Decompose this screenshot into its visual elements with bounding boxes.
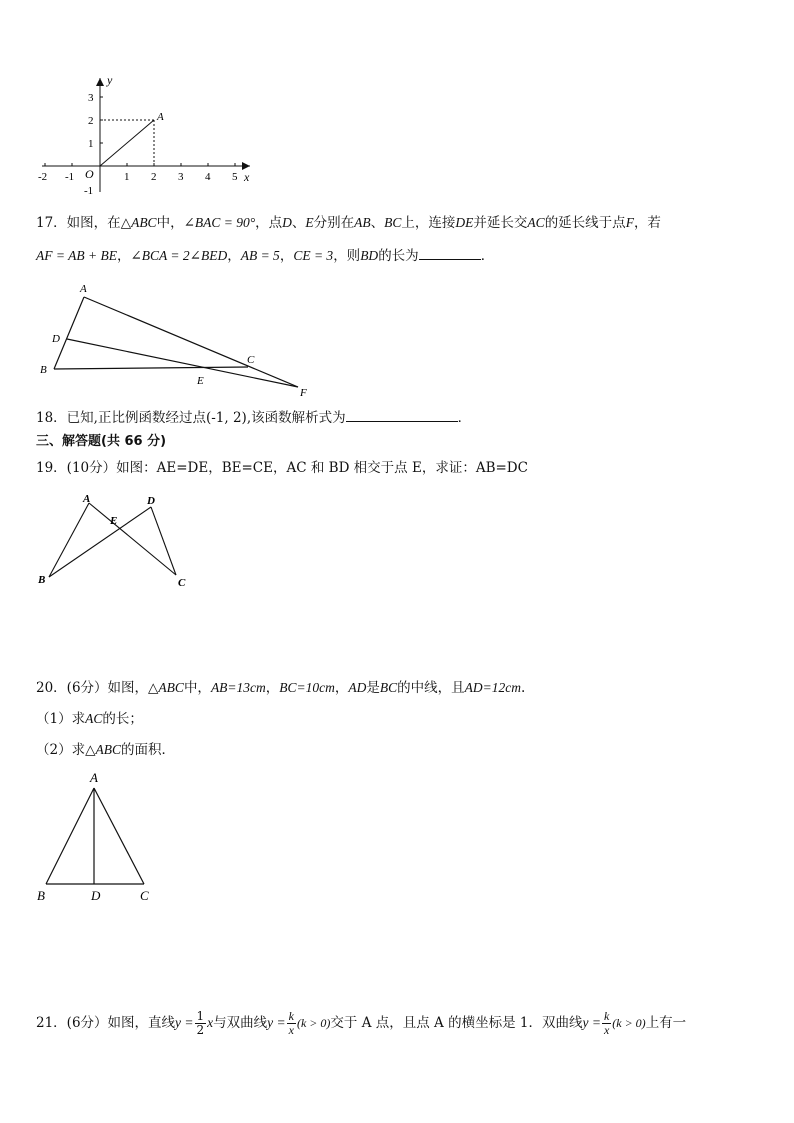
q17-figure [36, 280, 326, 402]
q18-line [36, 407, 471, 428]
q18-answer-blank[interactable] [346, 407, 458, 422]
fraction-numerator: k [603, 1009, 610, 1023]
x-tick-label: 5 [232, 171, 238, 183]
q20-label-a: A [90, 770, 98, 785]
q17-text: ， [116, 248, 131, 264]
q20-bc-length: BC=10cm [279, 680, 335, 695]
q20-text: ， [265, 680, 280, 696]
q20-label-c: C [140, 888, 149, 903]
q17-point-e: E [305, 215, 314, 230]
q21-condition: (k > 0) [612, 1016, 646, 1030]
q19-figure [36, 490, 196, 590]
x-axis-label: x [244, 170, 250, 184]
x-tick-label: 1 [124, 171, 130, 183]
section-heading: 三、解答题(共 66 分) [36, 434, 167, 449]
q21-x: x [207, 1015, 214, 1030]
x-tick-label: 2 [151, 171, 157, 183]
q17-line1 [36, 213, 661, 233]
q17-text: 的长为 [378, 248, 419, 264]
q20-text: 的长； [102, 711, 143, 727]
q18-text: ． [457, 410, 472, 426]
q20-text: 20．(6分）如图， [36, 680, 149, 696]
y-tick-label: 2 [88, 115, 94, 127]
q20-segment-ad: AD [348, 680, 367, 695]
q20-sub1 [36, 709, 143, 729]
point-a-label: A [157, 111, 164, 123]
q21-line [36, 1010, 686, 1037]
q21-fraction-k-over-x [602, 1010, 611, 1037]
q20-figure [30, 768, 170, 908]
q21-condition: (k > 0) [296, 1016, 331, 1030]
q17-text: 分别在 [313, 215, 355, 231]
q20-sub2 [36, 740, 175, 760]
q17-text: ，若 [633, 215, 661, 231]
q17-condition-2: ∠BCA = 2∠BED [130, 248, 228, 263]
q19-line: 19．(10分）如图：AE=DE，BE=CE，AC 和 BD 相交于点 E，求证：AB=DC [36, 460, 528, 476]
q19-label-b: B [38, 574, 46, 586]
q19-label-c: C [178, 577, 186, 589]
q17-point-d: D [282, 215, 292, 230]
y-axis-label: y [107, 73, 113, 87]
q17-answer-blank[interactable] [419, 245, 481, 260]
q20-text: 中， [183, 680, 211, 696]
q17-segment-bd: BD [360, 248, 379, 263]
q17-line2 [36, 245, 494, 266]
q21-text: 上有一 [645, 1015, 687, 1031]
y-tick-label: -1 [84, 185, 94, 197]
q19-label-e: E [110, 515, 118, 527]
q18-text: 18．已知,正比例函数经过点(-1, 2),该函数解析式为 [36, 410, 346, 426]
segment-oa [100, 120, 154, 166]
y-tick-label: 3 [88, 92, 94, 104]
q17-label-e: E [197, 375, 204, 387]
q17-text: ， [227, 248, 241, 264]
q17-text: 并延长交 [473, 215, 528, 231]
q17-text: ， [279, 248, 294, 264]
q19-label-d: D [147, 495, 155, 507]
q17-segment-de: DE [455, 215, 474, 230]
coordinate-graph [30, 72, 260, 200]
x-tick-label: 4 [205, 171, 211, 183]
fraction-numerator: k [288, 1009, 294, 1023]
q21-fraction-half [195, 1010, 207, 1037]
q17-text: 中， [156, 215, 184, 231]
q20-label-d: D [91, 888, 101, 903]
q21-y: y = [175, 1015, 194, 1030]
q20-text: 是 [366, 680, 380, 696]
q17-text: ，点 [255, 215, 283, 231]
q17-segment-ac: AC [527, 215, 545, 230]
q17-text: 、 [291, 215, 306, 231]
q21-y: y = [582, 1015, 601, 1030]
q17-angle-bac: ∠BAC = 90° [183, 215, 256, 230]
q21-text: 交于 A 点，且点 A 的横坐标是 1．双曲线 [330, 1015, 583, 1031]
q20-segment-ac: AC [85, 711, 103, 726]
q20-text: 的面积． [120, 742, 175, 758]
q21-fraction-k-over-x [287, 1010, 296, 1037]
fraction-numerator: 1 [196, 1009, 205, 1023]
q17-label-d: D [52, 333, 60, 345]
q21-y: y = [267, 1015, 286, 1030]
x-tick-label: -1 [65, 171, 75, 183]
q17-text: 的延长线于点 [544, 215, 626, 231]
q17-label-c: C [247, 354, 255, 366]
y-tick-label: 1 [88, 138, 94, 150]
x-axis-arrow [242, 162, 250, 170]
q20-text: （1）求 [36, 711, 86, 727]
q20-text: . [521, 680, 526, 696]
q17-condition-3: AB = 5 [240, 248, 280, 263]
q20-triangle: △ABC [85, 742, 121, 757]
q20-triangle: △ABC [148, 680, 184, 695]
q19-label-a: A [83, 493, 91, 505]
q17-segment-bc: BC [384, 215, 402, 230]
q20-ad-length: AD=12cm [464, 680, 522, 695]
fraction-denominator: 2 [196, 1023, 205, 1037]
q17-label-a: A [80, 283, 87, 295]
q17-text: ，则 [333, 248, 361, 264]
q21-text: 21．(6分）如图，直线 [36, 1015, 176, 1031]
q17-triangle: △ABC [120, 215, 157, 230]
q17-label-b: B [40, 364, 47, 376]
q17-condition-4: CE = 3 [293, 248, 334, 263]
q20-text: 的中线，且 [397, 680, 465, 696]
fraction-denominator: x [603, 1023, 610, 1037]
q17-text: ． [480, 248, 495, 264]
fraction-denominator: x [288, 1023, 294, 1037]
x-tick-label: 3 [178, 171, 184, 183]
x-tick-label: -2 [38, 171, 48, 183]
q17-segment-ab: AB [354, 215, 371, 230]
q20-text: （2）求 [36, 742, 86, 758]
q20-segment-bc: BC [379, 680, 398, 695]
q21-text: 与双曲线 [213, 1015, 268, 1031]
q20-line [36, 678, 525, 698]
q17-label-f: F [300, 387, 307, 399]
q20-text: ， [334, 680, 349, 696]
q17-text: 上，连接 [401, 215, 456, 231]
q20-label-b: B [37, 888, 45, 903]
origin-label: O [85, 167, 94, 181]
q17-condition-1: AF = AB + BE [36, 248, 117, 263]
q17-point-f: F [625, 215, 634, 230]
q17-text: 、 [370, 215, 385, 231]
q17-text: 17．如图，在 [36, 215, 121, 231]
q20-ab-length: AB=13cm [210, 680, 266, 695]
y-axis-arrow [96, 78, 104, 86]
